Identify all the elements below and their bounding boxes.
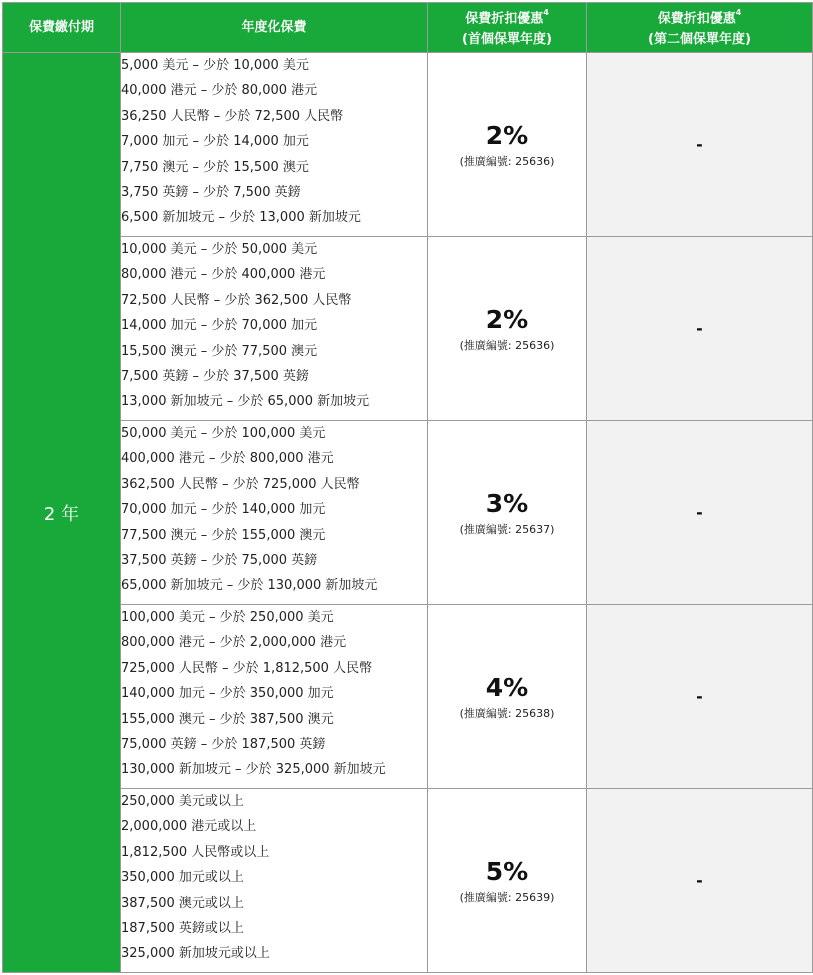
discount-percentage: 3% <box>485 488 529 518</box>
promo-code: (推廣編號: 25636) <box>459 338 555 352</box>
premium-range-line: 362,500 人民幣 – 少於 725,000 人民幣 <box>121 476 360 492</box>
discount-first-year-cell <box>428 605 587 789</box>
table-row <box>3 421 813 605</box>
annual-premium-cell <box>121 605 428 789</box>
annual-premium-cell <box>121 421 428 605</box>
premium-range-line: 7,500 英鎊 – 少於 37,500 英鎊 <box>121 369 309 385</box>
header-annual-premium-label: 年度化保費 <box>241 19 307 35</box>
discount-first-year-cell <box>428 789 587 973</box>
premium-range-line: 1,812,500 人民幣或以上 <box>121 844 270 860</box>
premium-range-line: 13,000 新加坡元 – 少於 65,000 新加坡元 <box>121 394 370 410</box>
discount-percentage: 2% <box>485 304 529 334</box>
header-discount-second-sub: (第二個保單年度) <box>648 31 751 47</box>
premium-range-line: 130,000 新加坡元 – 少於 325,000 新加坡元 <box>121 762 386 778</box>
premium-range-line: 7,000 加元 – 少於 14,000 加元 <box>121 134 309 150</box>
promo-code: (推廣編號: 25639) <box>459 890 555 904</box>
premium-range-line: 400,000 港元 – 少於 800,000 港元 <box>121 451 334 467</box>
premium-range-line: 65,000 新加坡元 – 少於 130,000 新加坡元 <box>121 578 378 594</box>
premium-range-line: 250,000 美元或以上 <box>121 794 244 809</box>
period-label: 2 年 <box>43 503 80 525</box>
table-row <box>3 53 813 237</box>
discount-second-year-cell: - <box>587 605 813 789</box>
premium-range-line: 725,000 人民幣 – 少於 1,812,500 人民幣 <box>121 660 373 676</box>
promo-code: (推廣編號: 25637) <box>459 522 555 536</box>
premium-range-line: 40,000 港元 – 少於 80,000 港元 <box>121 83 318 99</box>
premium-range-line: 155,000 澳元 – 少於 387,500 澳元 <box>121 711 334 727</box>
header-discount-first-sub: (首個保單年度) <box>462 31 552 47</box>
discount-first-year-cell <box>428 421 587 605</box>
table-row <box>3 605 813 789</box>
header-discount-first-label: 保費折扣優惠 <box>465 11 544 27</box>
premium-range-line: 70,000 加元 – 少於 140,000 加元 <box>121 502 326 518</box>
premium-range-line: 325,000 新加坡元或以上 <box>121 946 270 962</box>
annual-premium-cell <box>121 237 428 421</box>
header-discount-second-label: 保費折扣優惠 <box>657 11 736 27</box>
premium-range-line: 77,500 澳元 – 少於 155,000 澳元 <box>121 527 326 543</box>
header-discount-first-year <box>428 3 587 53</box>
premium-range-line: 10,000 美元 – 少於 50,000 美元 <box>121 242 318 257</box>
premium-range-line: 14,000 加元 – 少於 70,000 加元 <box>121 318 318 334</box>
header-period <box>3 3 121 53</box>
table-row <box>3 789 813 973</box>
header-discount-second-year <box>587 3 813 53</box>
discount-percentage: 4% <box>485 672 529 702</box>
premium-range-line: 2,000,000 港元或以上 <box>121 819 257 835</box>
discount-percentage: 2% <box>485 120 529 150</box>
discount-first-year-cell <box>428 237 587 421</box>
premium-range-line: 37,500 英鎊 – 少於 75,000 英鎊 <box>121 553 318 569</box>
header-annual-premium <box>121 3 428 53</box>
premium-range-line: 50,000 美元 – 少於 100,000 美元 <box>121 426 326 441</box>
discount-second-year-cell: - <box>587 789 813 973</box>
promo-code: (推廣編號: 25638) <box>459 706 555 720</box>
header-row <box>3 3 813 53</box>
premium-range-line: 80,000 港元 – 少於 400,000 港元 <box>121 267 326 283</box>
annual-premium-cell <box>121 789 428 973</box>
premium-range-line: 72,500 人民幣 – 少於 362,500 人民幣 <box>121 292 352 308</box>
premium-range-line: 75,000 英鎊 – 少於 187,500 英鎊 <box>121 737 326 753</box>
premium-range-line: 187,500 英鎊或以上 <box>121 921 244 937</box>
premium-range-line: 15,500 澳元 – 少於 77,500 澳元 <box>121 343 318 359</box>
discount-percentage: 5% <box>485 856 529 886</box>
premium-range-line: 7,750 澳元 – 少於 15,500 澳元 <box>121 159 309 175</box>
premium-range-line: 387,500 澳元或以上 <box>121 895 244 911</box>
premium-range-line: 5,000 美元 – 少於 10,000 美元 <box>121 58 309 73</box>
period-cell <box>3 53 121 973</box>
annual-premium-cell <box>121 53 428 237</box>
discount-second-year-cell: - <box>587 237 813 421</box>
header-period-label: 保費繳付期 <box>28 19 94 35</box>
footnote-marker: 4 <box>543 8 549 18</box>
premium-range-line: 140,000 加元 – 少於 350,000 加元 <box>121 686 334 702</box>
premium-range-line: 6,500 新加坡元 – 少於 13,000 新加坡元 <box>121 210 361 226</box>
premium-range-line: 800,000 港元 – 少於 2,000,000 港元 <box>121 635 347 651</box>
premium-range-line: 100,000 美元 – 少於 250,000 美元 <box>121 610 334 625</box>
discount-second-year-cell: - <box>587 53 813 237</box>
discount-second-year-cell: - <box>587 421 813 605</box>
promo-code: (推廣編號: 25636) <box>459 154 555 168</box>
premium-discount-table <box>2 2 813 973</box>
premium-range-line: 3,750 英鎊 – 少於 7,500 英鎊 <box>121 185 301 201</box>
footnote-marker: 4 <box>735 8 742 18</box>
table-row <box>3 237 813 421</box>
premium-range-line: 350,000 加元或以上 <box>121 870 244 886</box>
premium-range-line: 36,250 人民幣 – 少於 72,500 人民幣 <box>121 108 344 124</box>
discount-first-year-cell <box>428 53 587 237</box>
